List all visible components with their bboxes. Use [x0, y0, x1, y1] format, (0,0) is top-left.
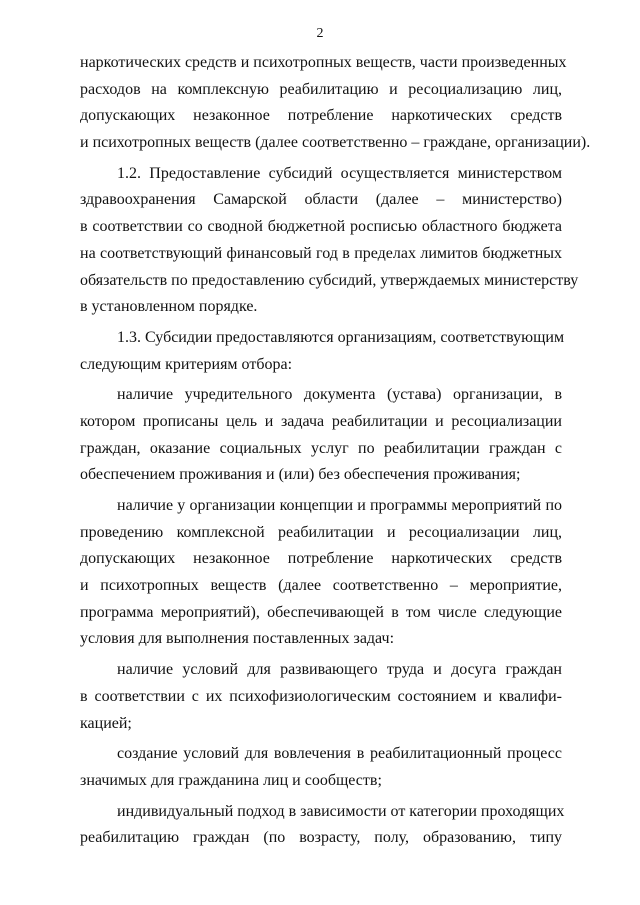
text-line: программа мероприятий), обеспечивающей в том числе следующие	[80, 603, 562, 621]
text-line: наркотических средств и психотропных веществ, части произведенных	[80, 54, 567, 71]
text-line: котором прописаны цель и задача реабилитации и ресоциализации	[80, 412, 562, 430]
text-line: следующим критериям отбора:	[80, 355, 293, 373]
text-line: условия для выполнения поставленных задач:	[80, 630, 395, 648]
text-line: создание условий для вовлечения в реабилитационный процесс	[117, 745, 562, 763]
criterion-program	[80, 493, 562, 653]
condition-individual-approach	[80, 799, 565, 852]
text-line: в соответствии со сводной бюджетной росписью областного бюджета	[80, 218, 562, 236]
text-line: наличие учредительного документа (устава) организации, в	[117, 386, 562, 404]
text-line: допускающих незаконное потребление наркотических средств	[80, 550, 562, 568]
text-line: реабилитацию граждан (по возрасту, полу, образованию, типу	[80, 829, 562, 847]
text-line: наличие условий для развивающего труда и досуга граждан	[117, 661, 562, 679]
text-line: здравоохранения Самарской области (далее – министерство)	[80, 191, 562, 209]
text-line: 1.2. Предоставление субсидий осуществляется министерством	[117, 164, 562, 182]
paragraph-1-3	[80, 325, 565, 378]
page-number: 2	[316, 26, 324, 41]
text-line: проведению комплексной реабилитации и ресоциализации лиц,	[80, 523, 562, 541]
paragraph-1-2	[80, 161, 579, 321]
condition-involvement	[80, 741, 562, 794]
text-line: на соответствующий финансовый год в пределах лимитов бюджетных	[80, 244, 562, 262]
paragraph-continuation	[80, 50, 591, 157]
text-line: и психотропных веществ (далее соответственно – мероприятие,	[80, 577, 562, 595]
criterion-charter	[80, 382, 562, 489]
text-line: граждан, оказание социальных услуг по реабилитации граждан с	[80, 439, 562, 457]
text-line: обеспечением проживания и (или) без обеспечения проживания;	[80, 466, 521, 484]
text-line: 1.3. Субсидии предоставляются организациям, соответствующим	[117, 328, 565, 346]
text-line: и психотропных веществ (далее соответственно – граждане, организации).	[80, 134, 591, 152]
body-text	[80, 50, 591, 852]
text-line: индивидуальный подход в зависимости от категории проходящих	[117, 802, 565, 820]
condition-labor-leisure	[80, 657, 562, 737]
text-line: кацией;	[80, 714, 132, 732]
text-line: обязательств по предоставлению субсидий, утверждаемых министерству	[80, 271, 579, 289]
text-line: наличие у организации концепции и программы мероприятий по	[117, 497, 562, 514]
text-line: значимых для гражданина лиц и сообществ;	[80, 771, 382, 789]
text-line: допускающих незаконное потребление наркотических средств	[80, 107, 562, 125]
text-line: в установленном порядке.	[80, 298, 258, 316]
text-line: в соответствии с их психофизиологическим состоянием и квалифи-	[80, 687, 562, 705]
text-line: расходов на комплексную реабилитацию и ресоциализацию лиц,	[80, 80, 562, 98]
